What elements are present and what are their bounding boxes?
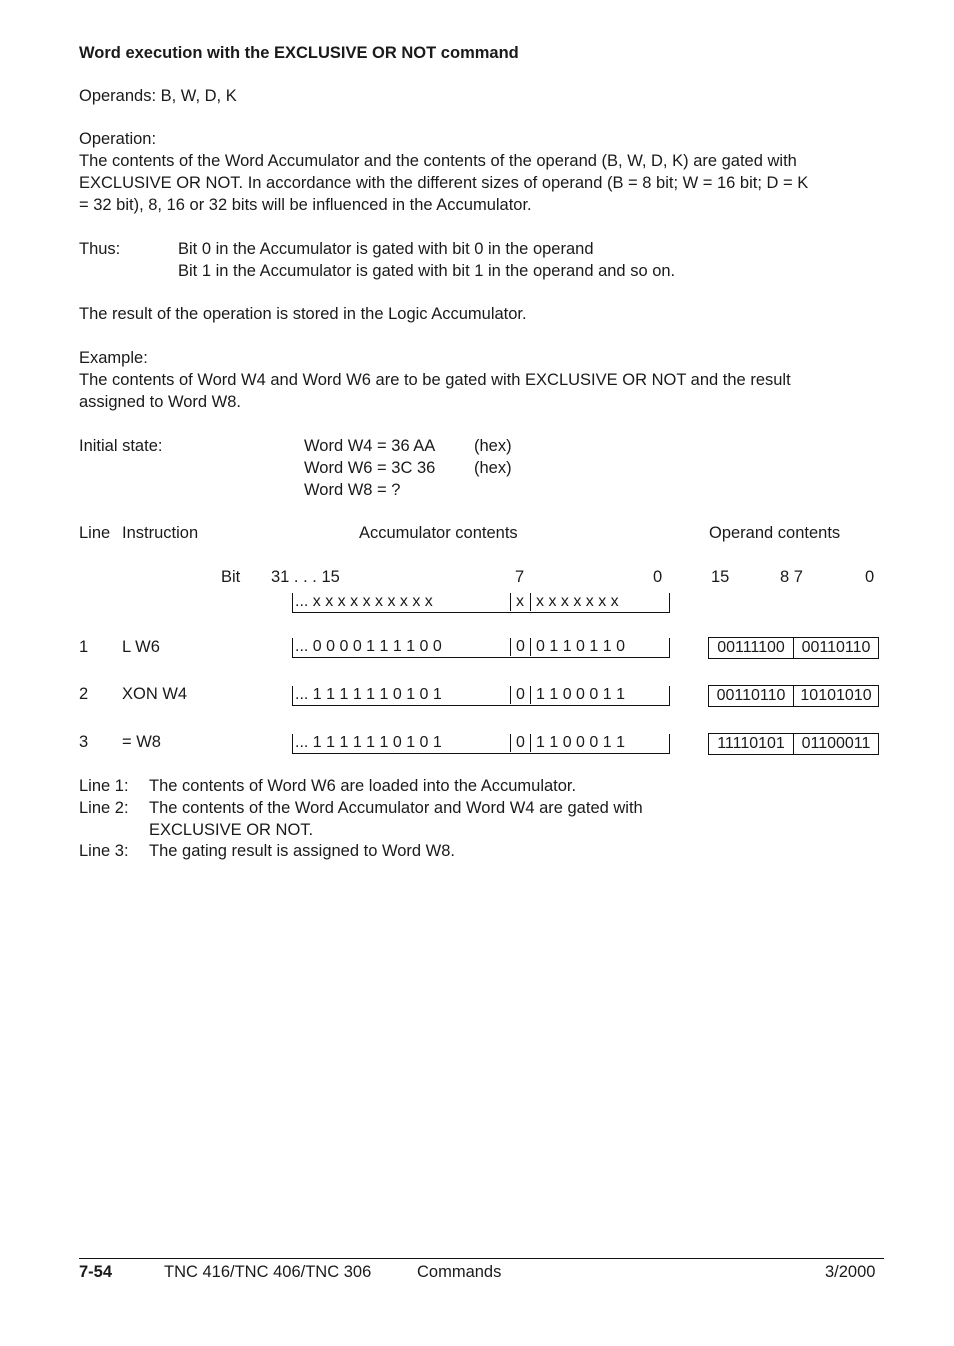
row-line-number: 3 bbox=[79, 733, 89, 751]
bit-0: 0 bbox=[653, 568, 663, 586]
operand-low-byte: 00110110 bbox=[793, 637, 879, 659]
bit-divider bbox=[510, 734, 511, 752]
acc-bits-high: ... x x x x x x x x x x bbox=[295, 593, 433, 610]
header-operand: Operand contents bbox=[709, 524, 841, 542]
initial-unit: (hex) bbox=[474, 459, 512, 477]
acc-bits-low: 0 1 1 0 1 1 0 bbox=[536, 638, 625, 655]
operand-low-byte: 01100011 bbox=[793, 733, 879, 755]
row-line-number: 1 bbox=[79, 638, 89, 656]
header-line: Line bbox=[79, 524, 111, 542]
acc-bit-7: 0 bbox=[516, 638, 525, 655]
section-heading: Word execution with the EXCLUSIVE OR NOT command bbox=[79, 44, 519, 62]
row-line-number: 2 bbox=[79, 685, 89, 703]
operation-line: The contents of the Word Accumulator and the contents of the operand (B, W, D, K) are gated with bbox=[79, 152, 797, 170]
thus-line: Bit 0 in the Accumulator is gated with bit 0 in the operand bbox=[178, 240, 594, 258]
acc-bit-7: 0 bbox=[516, 734, 525, 751]
note-label: Line 2: bbox=[79, 799, 129, 817]
example-label: Example: bbox=[79, 349, 148, 367]
acc-bits-high: ... 1 1 1 1 1 1 0 1 0 1 bbox=[295, 734, 442, 751]
accumulator-row bbox=[292, 638, 670, 658]
note-label: Line 3: bbox=[79, 842, 129, 860]
accumulator-row bbox=[292, 734, 670, 754]
thus-line: Bit 1 in the Accumulator is gated with bit 1 in the operand and so on. bbox=[178, 262, 676, 280]
note-text: The contents of Word W6 are loaded into the Accumulator. bbox=[149, 777, 577, 795]
footer-page-number: 7-54 bbox=[79, 1263, 113, 1281]
op-bit-8-7: 8 7 bbox=[780, 568, 803, 586]
acc-bits-high: ... 1 1 1 1 1 1 0 1 0 1 bbox=[295, 686, 442, 703]
acc-bit-7: 0 bbox=[516, 686, 525, 703]
bit-label: Bit bbox=[221, 568, 241, 586]
operand-low-byte: 10101010 bbox=[793, 685, 879, 707]
example-line: The contents of Word W4 and Word W6 are to be gated with EXCLUSIVE OR NOT and the result bbox=[79, 371, 791, 389]
bit-divider bbox=[510, 593, 511, 611]
initial-unit: (hex) bbox=[474, 437, 512, 455]
bit-divider bbox=[530, 593, 531, 611]
acc-bits-low: 1 1 0 0 0 1 1 bbox=[536, 734, 625, 751]
footer-section: Commands bbox=[417, 1263, 502, 1281]
thus-label: Thus: bbox=[79, 240, 121, 258]
op-bit-0: 0 bbox=[865, 568, 875, 586]
bit-divider bbox=[530, 638, 531, 656]
operands-text: Operands: B, W, D, K bbox=[79, 87, 237, 105]
operand-high-byte: 00111100 bbox=[708, 637, 794, 659]
operand-high-byte: 11110101 bbox=[708, 733, 794, 755]
acc-bits-low: x x x x x x x bbox=[536, 593, 619, 610]
bit-divider bbox=[530, 686, 531, 704]
note-text: EXCLUSIVE OR NOT. bbox=[149, 821, 314, 839]
footer-product: TNC 416/TNC 406/TNC 306 bbox=[164, 1263, 372, 1281]
row-instruction: = W8 bbox=[122, 733, 161, 751]
row-instruction: L W6 bbox=[122, 638, 160, 656]
footer-date: 3/2000 bbox=[825, 1263, 876, 1281]
initial-word: Word W6 = 3C 36 bbox=[304, 459, 436, 477]
initial-word: Word W4 = 36 AA bbox=[304, 437, 436, 455]
operation-line: = 32 bit), 8, 16 or 32 bits will be influenced in the Accumulator. bbox=[79, 196, 532, 214]
note-text: The gating result is assigned to Word W8. bbox=[149, 842, 456, 860]
accumulator-placeholder-row bbox=[292, 593, 670, 613]
row-instruction: XON W4 bbox=[122, 685, 188, 703]
accumulator-row bbox=[292, 686, 670, 706]
header-accumulator: Accumulator contents bbox=[359, 524, 518, 542]
bit-divider bbox=[510, 686, 511, 704]
footer-rule bbox=[79, 1258, 884, 1259]
note-text: The contents of the Word Accumulator and Word W4 are gated with bbox=[149, 799, 643, 817]
acc-bits-high: ... 0 0 0 0 1 1 1 1 0 0 bbox=[295, 638, 442, 655]
operand-high-byte: 00110110 bbox=[708, 685, 794, 707]
acc-bit-7: x bbox=[516, 593, 524, 610]
operation-label: Operation: bbox=[79, 130, 157, 148]
bit-divider bbox=[510, 638, 511, 656]
example-line: assigned to Word W8. bbox=[79, 393, 242, 411]
header-instruction: Instruction bbox=[122, 524, 199, 542]
bit-divider bbox=[530, 734, 531, 752]
result-text: The result of the operation is stored in the Logic Accumulator. bbox=[79, 305, 527, 323]
note-label: Line 1: bbox=[79, 777, 129, 795]
operation-line: EXCLUSIVE OR NOT. In accordance with the different sizes of operand (B = 8 bit; W = 16 bit; D = K bbox=[79, 174, 809, 192]
initial-word: Word W8 = ? bbox=[304, 481, 401, 499]
op-bit-15: 15 bbox=[711, 568, 730, 586]
bit-31-15: 31 . . . 15 bbox=[271, 568, 340, 586]
initial-state-label: Initial state: bbox=[79, 437, 163, 455]
acc-bits-low: 1 1 0 0 0 1 1 bbox=[536, 686, 625, 703]
bit-7: 7 bbox=[515, 568, 525, 586]
